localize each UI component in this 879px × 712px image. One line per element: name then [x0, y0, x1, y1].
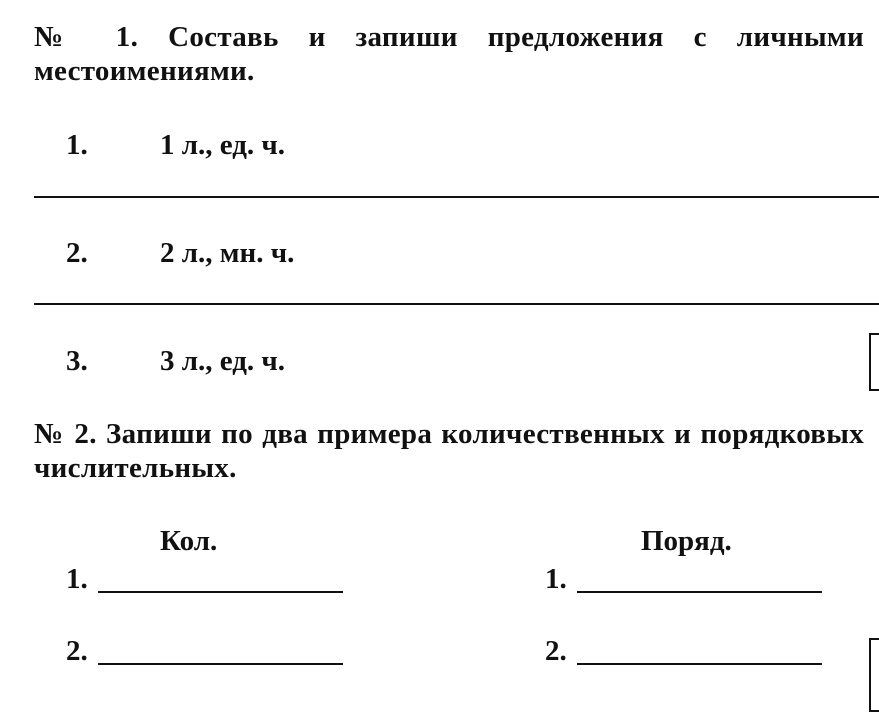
- task2-cardinal-blank-2[interactable]: [98, 663, 343, 665]
- task2-ordinal-blank-2[interactable]: [577, 663, 822, 665]
- task1-item-2-label: 2 л., мн. ч.: [160, 237, 295, 269]
- task2-ordinal-blank-1[interactable]: [577, 591, 822, 593]
- task1-item-2-number: 2.: [66, 237, 88, 269]
- task2-ordinal-row-2: [545, 634, 835, 668]
- task2-cardinal-row-1-number: 1.: [66, 563, 88, 595]
- task2-cardinal-row-2: [66, 634, 356, 668]
- task2-col-cardinal-title: Кол.: [160, 525, 218, 557]
- task1-item-3-label: 3 л., ед. ч.: [160, 345, 286, 377]
- task2-cardinal-blank-1[interactable]: [98, 591, 343, 593]
- task1-heading: № 1. Составь и запиши предложения с личными местоимениями.: [34, 21, 864, 87]
- task2-cardinal-row-1: [66, 562, 356, 596]
- task2-heading: № 2. Запиши по два примера количественных и порядковых числительных.: [34, 418, 864, 484]
- task1-item-3-number: 3.: [66, 345, 88, 377]
- task2-cardinal-row-2-number: 2.: [66, 635, 88, 667]
- page-edge-frame-bottom: [869, 638, 879, 712]
- task2-col-ordinal-title: Поряд.: [641, 525, 732, 557]
- task1-answer-line-1: [34, 196, 879, 198]
- task2-ordinal-row-1: [545, 562, 835, 596]
- page-edge-frame-top: [869, 333, 879, 391]
- task2-ordinal-row-1-number: 1.: [545, 563, 567, 595]
- task1-answer-line-2: [34, 303, 879, 305]
- task2-ordinal-row-2-number: 2.: [545, 635, 567, 667]
- task1-item-1-label: 1 л., ед. ч.: [160, 129, 286, 161]
- task1-item-1-number: 1.: [66, 129, 88, 161]
